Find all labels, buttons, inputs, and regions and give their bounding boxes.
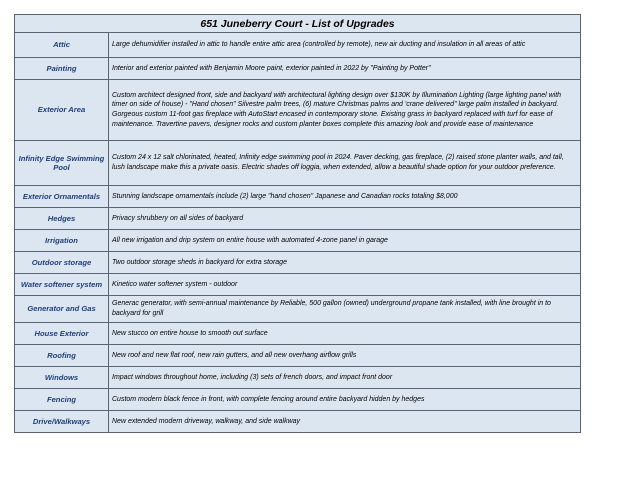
table-row [15, 141, 581, 186]
row-label: Attic [15, 33, 109, 58]
row-label: House Exterior [15, 323, 109, 345]
row-label: Painting [15, 58, 109, 80]
row-label: Water softener system [15, 274, 109, 296]
table-row [15, 345, 581, 367]
row-description: Large dehumidifier installed in attic to handle entire attic area (controlled by remote), new air ducting and insulation in all areas of attic [109, 33, 581, 58]
row-label: Exterior Ornamentals [15, 186, 109, 208]
row-label: Fencing [15, 389, 109, 411]
row-description: New roof and new flat roof, new rain gutters, and all new overhang airflow grills [109, 345, 581, 367]
table-row [15, 230, 581, 252]
row-description: Interior and exterior painted with Benjamin Moore paint, exterior painted in 2022 by "Painting by Potter" [109, 58, 581, 80]
row-description: Two outdoor storage sheds in backyard for extra storage [109, 252, 581, 274]
row-label: Roofing [15, 345, 109, 367]
table-row [15, 389, 581, 411]
row-label: Irrigation [15, 230, 109, 252]
row-description: New extended modern driveway, walkway, and side walkway [109, 411, 581, 433]
row-description: New stucco on entire house to smooth out surface [109, 323, 581, 345]
row-description: Custom 24 x 12 salt chlorinated, heated, Infinity edge swimming pool in 2024. Paver decking, gas fireplace, (2) raised stone planter walls, and tall, lush landscape make this a private oasis. Electric shades off loggia, when extended, allow a beautiful shade option for your outdoor preference. [109, 141, 581, 186]
row-description: All new irrigation and drip system on entire house with automated 4-zone panel in garage [109, 230, 581, 252]
table-row [15, 33, 581, 58]
row-description: Privacy shrubbery on all sides of backyard [109, 208, 581, 230]
table-row [15, 208, 581, 230]
table-row [15, 411, 581, 433]
row-description: Custom architect designed front, side and backyard with architectural lighting design over $130K by Illumination Lighting (large lighting panel with timer on side of house) - "Hand chosen" Silvestre palm trees, (6) mature Christmas palms and 'crane delivered" large palm installed in backyard. Gorgeous custom 11-foot gas fireplace with AutoStart encased in contemporary stone. Existing grass in backyard replaced with turf for ease of maintenance. Travertine pavers, designer rocks and custom planter boxes complete this amazing look and provide ease of maintenance [109, 80, 581, 141]
row-label: Windows [15, 367, 109, 389]
table-row [15, 367, 581, 389]
row-label: Infinity Edge Swimming Pool [15, 141, 109, 186]
row-description: Stunning landscape ornamentals include (2) large "hand chosen" Japanese and Canadian rocks totaling $8,000 [109, 186, 581, 208]
row-label: Exterior Area [15, 80, 109, 141]
row-label: Generator and Gas [15, 296, 109, 323]
row-description: Generac generator, with semi-annual maintenance by Reliable, 500 gallon (owned) underground propane tank installed, with line brought in to backyard for grill [109, 296, 581, 323]
table-row [15, 80, 581, 141]
table-row [15, 186, 581, 208]
table-row [15, 323, 581, 345]
title-row [15, 15, 581, 33]
upgrades-table [14, 14, 581, 433]
row-label: Hedges [15, 208, 109, 230]
sheet-title: 651 Juneberry Court - List of Upgrades [15, 15, 581, 33]
table-row [15, 274, 581, 296]
row-description: Kinetico water softener system - outdoor [109, 274, 581, 296]
row-label: Outdoor storage [15, 252, 109, 274]
row-description: Impact windows throughout home, including (3) sets of french doors, and impact front door [109, 367, 581, 389]
table-row [15, 252, 581, 274]
row-label: Drive/Walkways [15, 411, 109, 433]
table-row [15, 58, 581, 80]
table-row [15, 296, 581, 323]
row-description: Custom modern black fence in front, with complete fencing around entire backyard hidden by hedges [109, 389, 581, 411]
